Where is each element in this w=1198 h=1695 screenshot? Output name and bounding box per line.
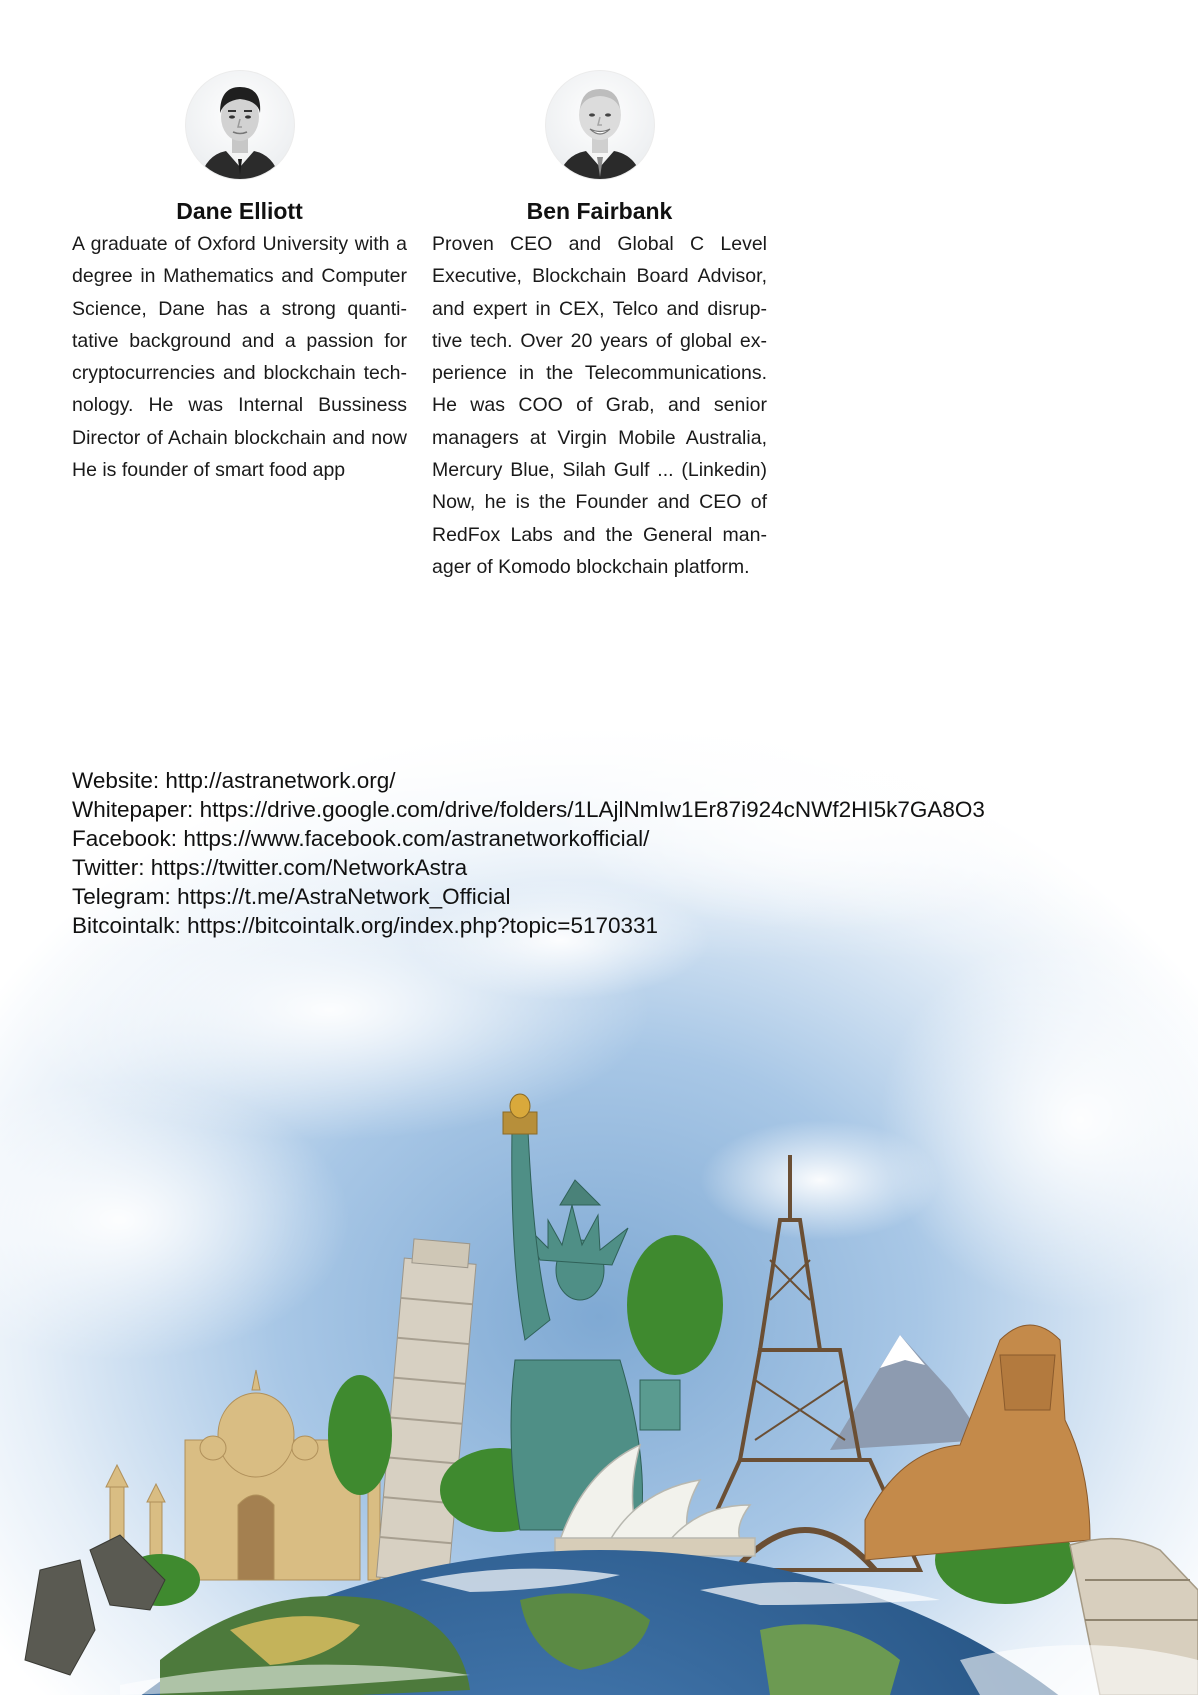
link-label: Facebook: (72, 826, 178, 851)
facebook-link[interactable]: https://www.facebook.com/astranetworkofficial/ (183, 826, 650, 851)
member-name: Ben Fairbank (526, 198, 673, 224)
man-portrait-icon (186, 71, 294, 179)
member-bio: A graduate of Oxford University with a degree in Mathematics and Computer Science, Dane has a strong quanti-tative background and a passion for cryptocurrencies and blockchain tech-nology. He was Internal Bussiness Director of Achain blockchain and now He is founder of smart food app (72, 233, 407, 482)
whitepaper-link-row[interactable] (72, 795, 1172, 824)
twitter-link[interactable]: https://twitter.com/NetworkAstra (150, 855, 468, 880)
telegram-link-row[interactable] (72, 882, 1172, 911)
team-member-ben-fairbank (432, 70, 767, 583)
bitcointalk-link-row[interactable] (72, 911, 1172, 940)
man-portrait-icon (546, 71, 654, 179)
dane-elliott-photo (185, 70, 295, 180)
link-label: Whitepaper: (72, 797, 194, 822)
link-label: Website: (72, 768, 160, 793)
website-link-row[interactable] (72, 766, 1172, 795)
link-label: Twitter: (72, 855, 145, 880)
team-member-dane-elliott (72, 70, 407, 486)
link-label: Bitcointalk: (72, 913, 181, 938)
twitter-link-row[interactable] (72, 853, 1172, 882)
member-bio: Proven CEO and Global C Level Executive, Blockchain Board Advisor, and expert in CEX, Telco and disrup-tive tech. Over 20 years of global ex-perience in the Telecommunications. He was COO of Grab, and senior managers at Virgin Mobile Australia, Mercury Blue, Silah Gulf ... (Linkedin) Now, he is the Founder and CEO of RedFox Labs and the General man-ager of Komodo blockchain platform. (432, 233, 767, 578)
website-link[interactable]: http://astranetwork.org/ (165, 768, 396, 793)
facebook-link-row[interactable] (72, 824, 1172, 853)
ben-fairbank-photo (545, 70, 655, 180)
member-name: Dane Elliott (176, 198, 303, 224)
bitcointalk-link[interactable]: https://bitcointalk.org/index.php?topic=5170331 (187, 913, 659, 938)
team-section (72, 70, 772, 590)
link-label: Telegram: (72, 884, 171, 909)
telegram-link[interactable]: https://t.me/AstraNetwork_Official (177, 884, 511, 909)
project-links (72, 766, 1172, 940)
whitepaper-link[interactable]: https://drive.google.com/drive/folders/1LAjlNmIw1Er87i924cNWf2HI5k7GA8O3 (199, 797, 985, 822)
